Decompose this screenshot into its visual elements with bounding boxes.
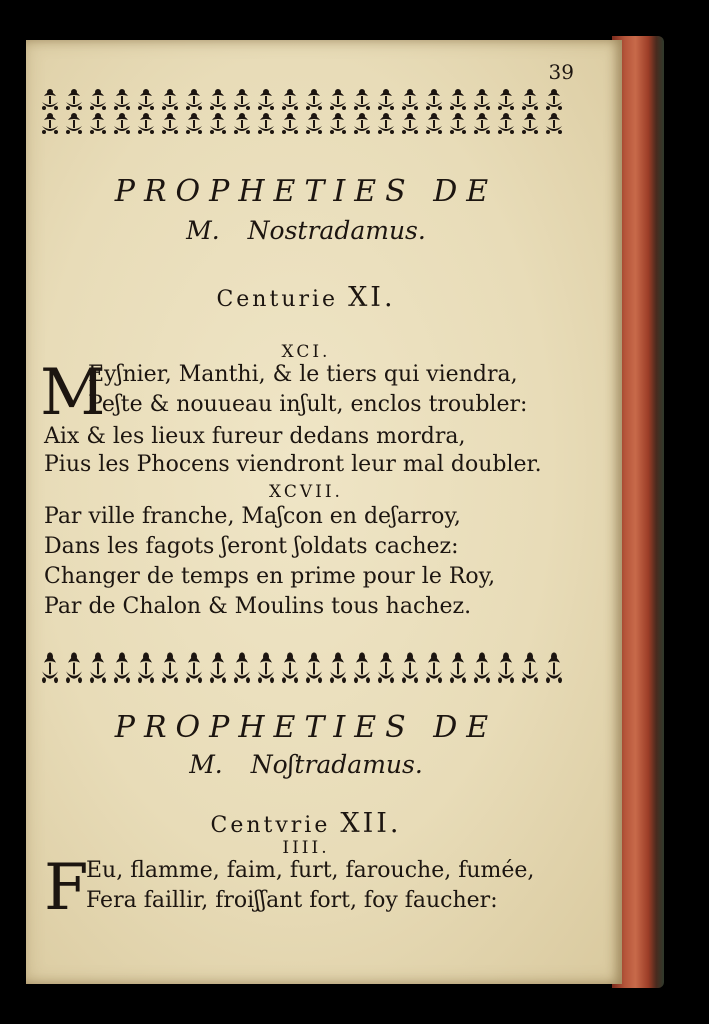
centurie-number-2: XII. bbox=[340, 808, 402, 839]
verse-line: Pius les Phocens viendront leur mal doubler. bbox=[44, 452, 542, 477]
section-title-2: PROPHETIES DE bbox=[114, 710, 498, 745]
author-prefix-2: M. bbox=[189, 750, 223, 779]
fleuron-ornament-middle bbox=[40, 648, 570, 686]
author-prefix-1: M. bbox=[186, 216, 220, 245]
centurie-word-2: Centvrie bbox=[210, 813, 331, 838]
author-name-2: Noʃtradamus. bbox=[250, 750, 423, 779]
quatrain-number-xci: XCI. bbox=[281, 342, 331, 362]
fleuron-ornament-icon bbox=[40, 648, 570, 686]
verse-line: Changer de temps en prime pour le Roy, bbox=[44, 564, 496, 589]
author-line-2 bbox=[26, 750, 586, 779]
verse-line: Aix & les lieux fureur dedans mordra, bbox=[44, 424, 466, 449]
verse-line: Eu, flamme, faim, furt, farouche, fumée, bbox=[86, 858, 535, 883]
quatrain-number-xcvii: XCVII. bbox=[269, 482, 343, 502]
centurie-word-1: Centurie bbox=[216, 287, 339, 312]
verse-line: Par de Chalon & Moulins tous hachez. bbox=[44, 594, 472, 619]
author-line-1 bbox=[26, 216, 586, 245]
verse-line: Eyʃnier, Manthi, & le tiers qui viendra, bbox=[88, 362, 518, 387]
fleuron-ornament-icon bbox=[40, 86, 570, 136]
centurie-heading-1 bbox=[26, 282, 586, 313]
book-page bbox=[26, 40, 622, 984]
author-name-1: Nostradamus. bbox=[247, 216, 426, 245]
verse-line: Dans les fagots ʃeront ʃoldats cachez: bbox=[44, 534, 459, 559]
centurie-heading-2 bbox=[26, 808, 586, 839]
centurie-number-1: XI. bbox=[348, 282, 396, 313]
section-title-1: PROPHETIES DE bbox=[114, 174, 498, 209]
verse-line: Peʃte & nouueau inʃult, enclos troubler: bbox=[88, 392, 528, 417]
drop-cap-m: M bbox=[40, 356, 106, 430]
verse-line: Fera faillir, froiʃʃant fort, foy faucher: bbox=[86, 888, 498, 913]
verse-line: Par ville franche, Maʃcon en deʃarroy, bbox=[44, 504, 461, 529]
page-number: 39 bbox=[548, 60, 574, 84]
quatrain-number-iiii: IIII. bbox=[282, 838, 330, 858]
drop-cap-f: F bbox=[44, 851, 89, 925]
fleuron-ornament-top bbox=[40, 86, 570, 136]
